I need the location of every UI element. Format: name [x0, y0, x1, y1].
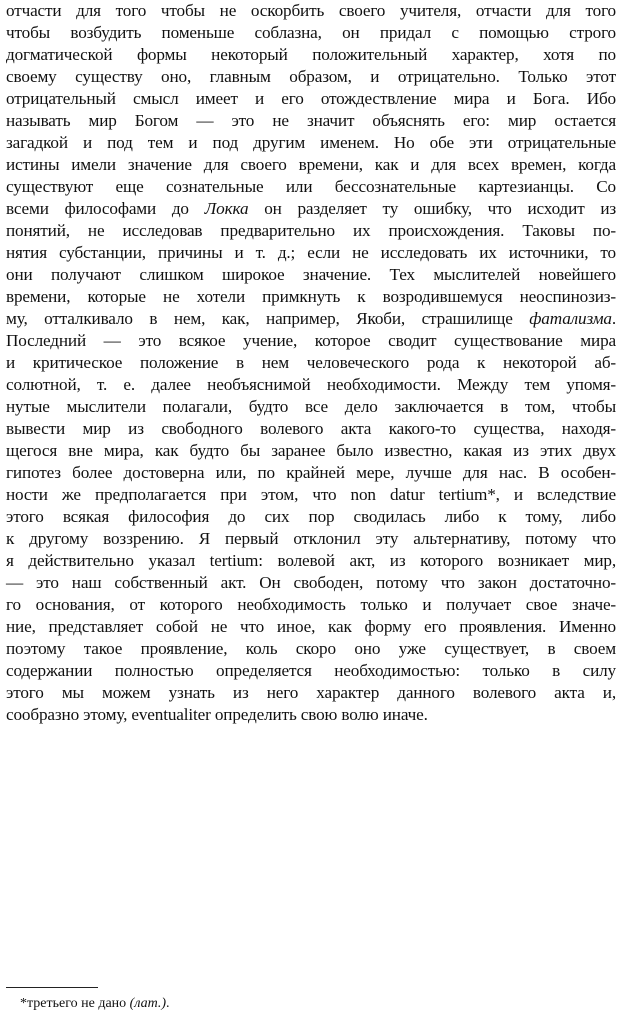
text-line: своему существу оно, главным образом, и отрицательно. Только этот [6, 67, 616, 86]
text-line: и критическое положение в нем человеческого рода к некоторой аб- [6, 353, 616, 372]
text-line: я действительно указал tertium: волевой акт, из которого возникает мир, [6, 551, 616, 570]
text-line [6, 308, 616, 330]
text-line: времени, которые не хотели примкнуть к возродившемуся неоспинозиз- [6, 287, 616, 306]
text-line: солютной, т. е. далее необъяснимой необходимости. Между тем упомя- [6, 375, 616, 394]
text-line: — это наш собственный акт. Он свободен, потому что закон достаточно- [6, 573, 616, 592]
footnote-divider [6, 987, 98, 988]
text-line: ние, представляет собой не что иное, как форму его проявления. Именно [6, 617, 616, 636]
text-line: нутые мыслители полагали, будто все дело заключается в том, чтобы [6, 397, 616, 416]
text-line: го основания, от которого необходимость только и получает свое значе- [6, 595, 616, 614]
text-line: нятия субстанции, причины и т. д.; если не исследовать их источники, то [6, 243, 616, 262]
text-line [6, 198, 616, 220]
text-segment: он разделяет ту ошибку, что исходит из [264, 199, 617, 218]
text-line: существуют еще сознательные или бессознательные картезианцы. Со [6, 177, 616, 196]
body-text [6, 0, 616, 726]
text-line: к другому воззрению. Я первый отклонил эту альтернативу, потому что [6, 529, 616, 548]
text-line: этого мы можем узнать из него характер данного волевого акта и, [6, 683, 616, 702]
text-line: загадкой и под тем и под другим именем. Но обе эти отрицательные [6, 133, 616, 152]
text-line: поэтому такое проявление, коль скоро оно уже существует, в своем [6, 639, 616, 658]
text-line: содержании полностью определяется необходимостью: только в силу [6, 661, 616, 680]
text-line: они получают слишком широкое значение. Тех мыслителей новейшего [6, 265, 616, 284]
text-segment: всеми философами до [6, 199, 189, 218]
text-line: ности же предполагается при этом, что non datur tertium*, и вследствие [6, 485, 616, 504]
text-line: догматической формы некоторый положительный характер, хотя по [6, 45, 616, 64]
footnote-end: . [166, 996, 170, 1011]
text-line: отчасти для того чтобы не оскорбить своего учителя, отчасти для того [6, 1, 616, 20]
text-segment: му, отталкивало в нем, как, например, Якоби, страшилище [6, 309, 513, 328]
text-line: этого всякая философия до сих пор сводилась либо к тому, либо [6, 507, 616, 526]
footnote [20, 996, 170, 1012]
footnote-text: *третьего не дано [20, 996, 127, 1011]
text-line: сообразно этому, eventualiter определить свою волю иначе. [6, 705, 428, 724]
text-line: понятий, не исследовав предварительно их происхождения. Таковы по- [6, 221, 616, 240]
italic-name-locke: Локка [204, 199, 249, 218]
text-line: гипотез более достоверна или, по крайней мере, лучше для нас. В особен- [6, 463, 616, 482]
text-line: щегося вне мира, как будто бы заранее было известно, какая из этих двух [6, 441, 616, 460]
footnote-language-note: (лат.) [129, 996, 167, 1011]
text-line: истины имели значение для своего времени, как и для всех времен, когда [6, 155, 616, 174]
italic-term-fatalism: фатализма [529, 309, 612, 328]
text-segment: . [611, 309, 616, 328]
text-line: отрицательный смысл имеет и его отождествление мира и Бога. Ибо [6, 89, 616, 108]
text-line: Последний — это всякое учение, которое сводит существование мира [6, 331, 616, 350]
text-line: чтобы возбудить поменьше соблазна, он придал с помощью строго [6, 23, 616, 42]
text-line: вывести мир из свободного волевого акта какого-то существа, находя- [6, 419, 616, 438]
text-line: называть мир Богом — это не значит объяснять его: мир остается [6, 111, 616, 130]
